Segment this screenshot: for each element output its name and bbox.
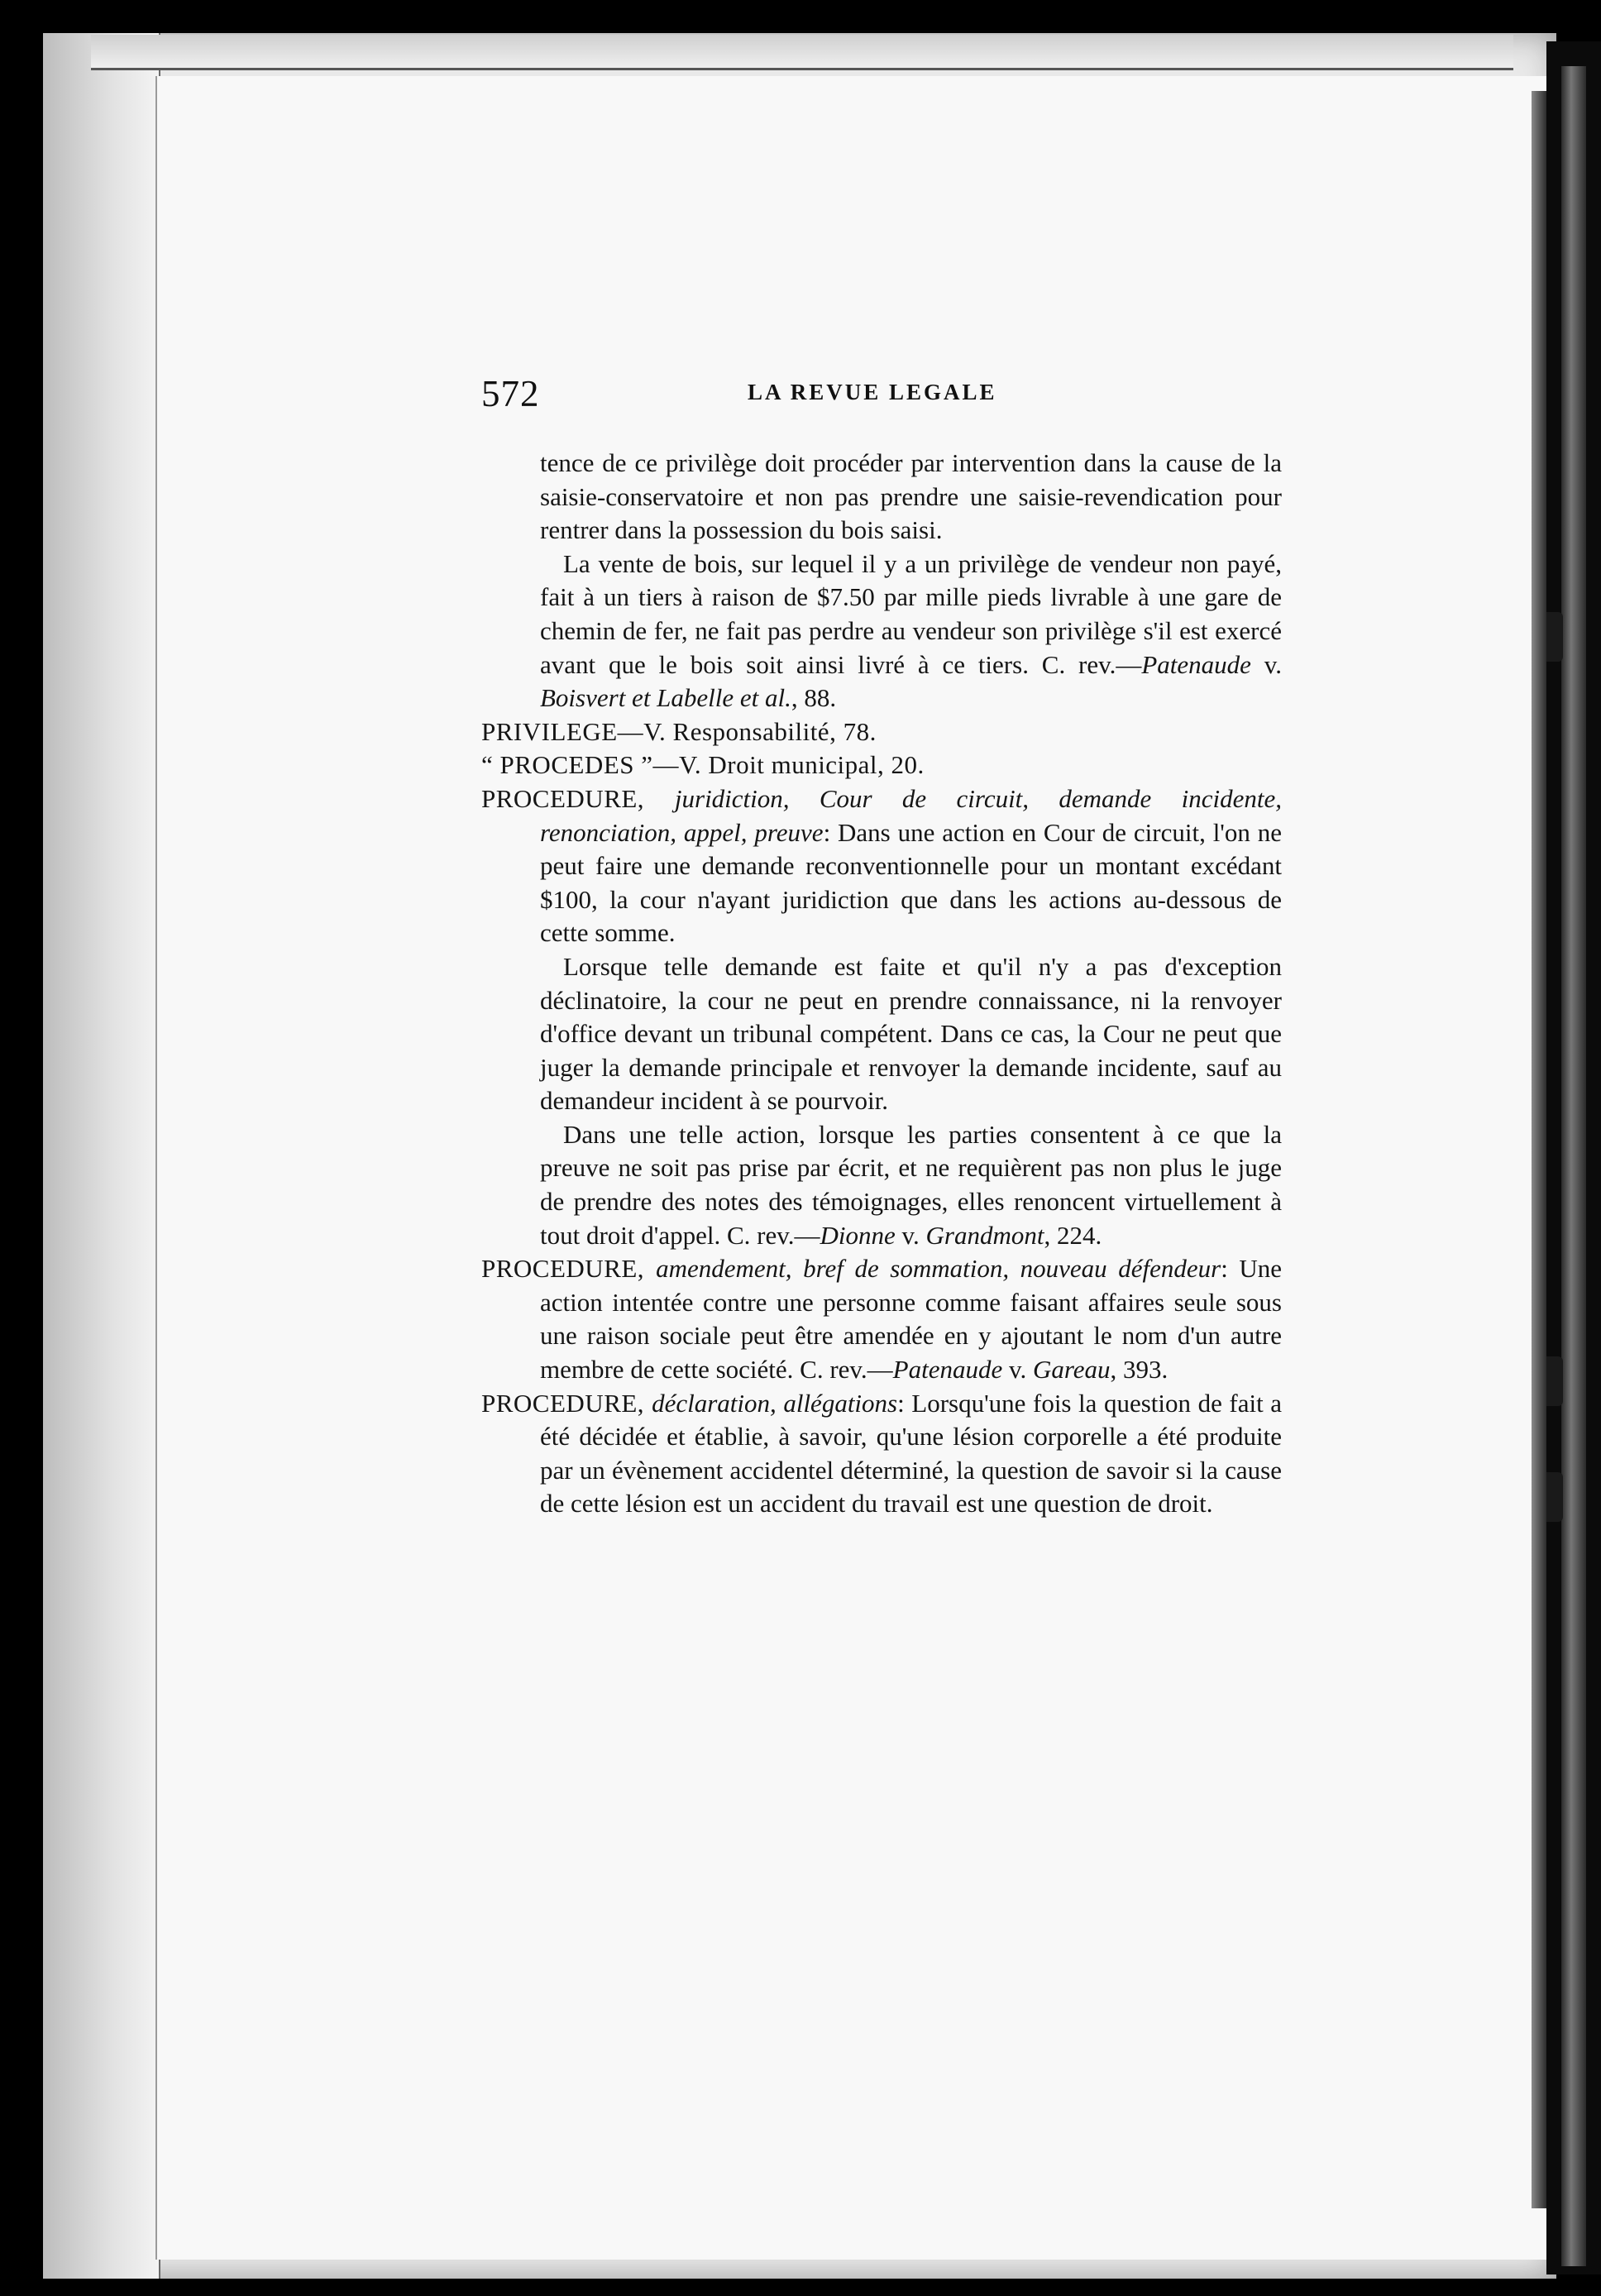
entry-keywords: déclaration, allégations: [652, 1388, 898, 1418]
citation-page: , 88.: [791, 683, 837, 713]
citation-v: v.: [1002, 1355, 1033, 1385]
citation-page: , 224.: [1044, 1220, 1102, 1250]
paragraph-text: La vente de bois, sur lequel il y a un privilège de vendeur non payé, fait à un tiers à raison de $7.50 par mille pieds livrable à une gare de chemin de fer, ne fait pas perdre au vendeur son privilège s'il est exercé avant que le bois soit ainsi livré à ce tiers. C. rev.—: [540, 548, 1282, 679]
index-entry-procedes: “ PROCEDES ”—V. Droit municipal, 20.: [481, 750, 925, 780]
right-page-edge: [1561, 66, 1586, 2266]
entry-heading: PROCEDURE,: [481, 1254, 657, 1284]
citation-v: v.: [895, 1220, 926, 1250]
paragraph-lien-vente: [481, 548, 1282, 715]
citation-page: , 393.: [1110, 1355, 1168, 1385]
citation-party: Grandmont: [925, 1220, 1044, 1250]
citation-party: Boisvert et Labelle et al.: [540, 683, 791, 713]
citation-party: Patenaude: [892, 1355, 1003, 1385]
paragraph-continuation: tence de ce privilège doit procéder par intervention dans la cause de la saisie-conservatoire et non pas prendre une saisie-revendication pour rentrer dans la possession du bois saisi.: [540, 448, 1282, 545]
entry-text: : Lorsqu'une fois la question de fait a été décidée et établie, à savoir, qu'une lésion corporelle a été produite par un évènement accidentel déterminé, la question de savoir si la cause de cette lésion est un accident du travail est une question de droit.: [540, 1388, 1282, 1519]
entry-keywords: juridiction, Cour de circuit, demande incidente, renonciation, appel, preuve: [540, 783, 1282, 847]
paragraph-appel: [481, 1118, 1282, 1252]
index-entry-privilege: PRIVILEGE—V. Responsabilité, 78.: [481, 716, 877, 746]
paper-fold-shadow: [1532, 91, 1546, 2208]
index-entry-procedure-declaration: [481, 1387, 1282, 1521]
binding-edge-top: [91, 35, 1513, 70]
entry-text: : Une action intentée contre une personne comme faisant affaires seule sous une raison sociale peut être amendée en y ajoutant le nom d'un autre membre de cette société. C. rev.—: [540, 1254, 1283, 1385]
citation-v: v.: [1250, 649, 1282, 679]
page-number: 572: [481, 373, 540, 414]
entry-keywords: amendement, bref de sommation, nouveau défendeur: [656, 1254, 1221, 1284]
running-title: LA REVUE LEGALE: [748, 380, 997, 404]
entry-heading: PROCEDURE,: [481, 1388, 652, 1418]
entry-heading: PROCEDURE,: [481, 783, 675, 813]
binding-edge-left: [43, 33, 160, 2279]
text-block: [481, 447, 1282, 1521]
index-entry-procedure-amendement: [481, 1252, 1282, 1386]
paragraph-text: Dans une telle action, lorsque les parties consentent à ce que la preuve ne soit pas prise par écrit, et ne requièrent pas non plus le juge de prendre des notes des témoignages, elles renoncent virtuellement à tout droit d'appel. C. rev.—: [540, 1119, 1282, 1250]
citation-party: Dionne: [820, 1220, 896, 1250]
paragraph-exception: Lorsque telle demande est faite et qu'il n'y a pas d'exception déclinatoire, la cour ne peut en prendre connaissance, ni la renvoyer d'office devant un tribunal compétent. Dans ce cas, la Cour ne peut que juger la demande principale et renvoyer la demande incidente, sauf au demandeur incident à se pourvoir.: [540, 951, 1282, 1116]
citation-party: Patenaude: [1141, 649, 1251, 679]
index-entry-procedure-juridiction: [481, 782, 1282, 950]
citation-party: Gareau: [1032, 1355, 1111, 1385]
entry-text: : Dans une action en Cour de circuit, l'on ne peut faire une demande reconventionnelle pour un montant excédant $100, la cour n'ayant juridiction que dans les actions au-dessous de cette somme.: [540, 817, 1283, 948]
